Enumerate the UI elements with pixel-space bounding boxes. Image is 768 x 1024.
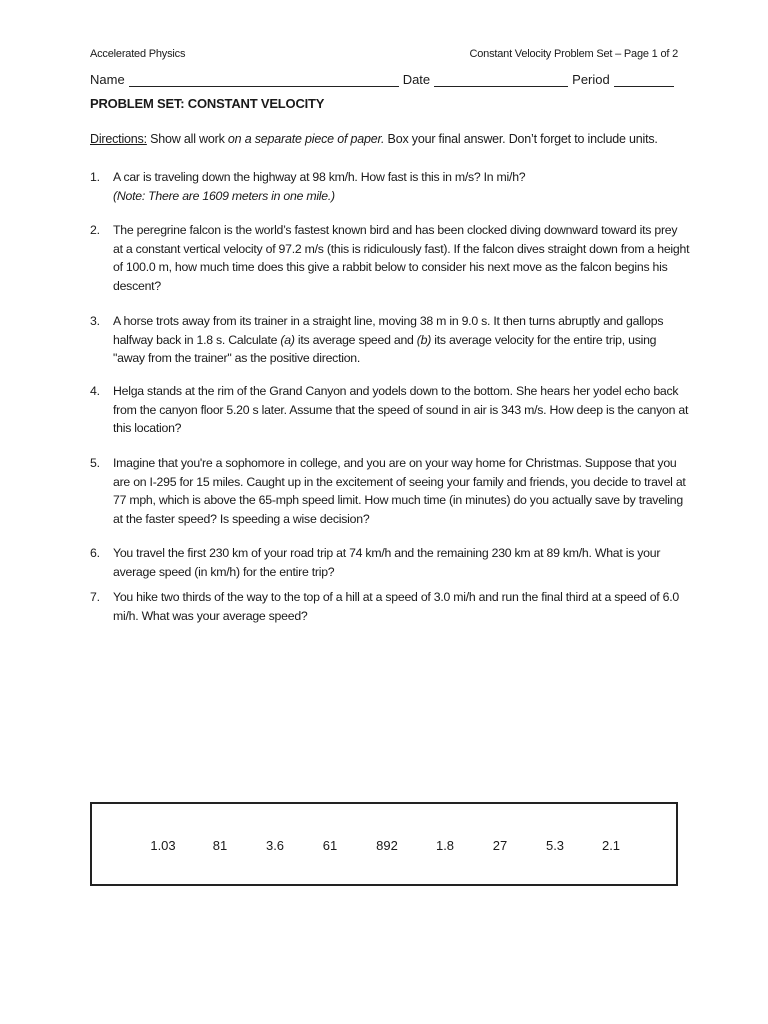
problem-7 [90,588,690,625]
answer-choice: 5.3 [545,838,565,853]
answer-choice: 1.8 [435,838,455,853]
problem-number: 1. [90,170,100,184]
problem-1 [90,168,690,205]
problem-5 [90,454,690,528]
problem-3 [90,312,690,368]
directions-text-a: Show all work [146,132,228,146]
page-header: Constant Velocity Problem Set – Page 1 of 2 [469,48,678,60]
problem-text-part: its average speed and [294,332,417,347]
directions-text-b: Box your final answer. Don’t forget to include units. [384,132,658,146]
problem-2 [90,221,690,295]
answer-choice: 1.03 [150,838,176,853]
name-field[interactable] [129,74,399,87]
problem-text: You travel the first 230 km of your road trip at 74 km/h and the remaining 230 km at 89 km/h. What is your average speed (in km/h) for the entire trip? [113,546,661,579]
problem-text: You hike two thirds of the way to the top of a hill at a speed of 3.0 mi/h and run the final third at a speed of 6.0 mi/h. What was your average speed? [113,590,679,623]
answer-choice: 3.6 [265,838,285,853]
answer-bank-box [90,802,678,886]
problem-part-b-marker: (b) [416,332,432,347]
problem-text: A car is traveling down the highway at 98 km/h. How fast is this in m/s? In mi/h? [113,170,526,184]
answer-choice: 81 [212,838,228,853]
answer-choice: 27 [492,838,508,853]
directions-text-italic: on a separate piece of paper. [227,132,385,146]
problem-text-part: A horse trots away from its trainer in a straight line, moving 38 m in 9.0 s. It then turns abruptly and gallops halfway back in 1.8 s. Calculate [113,314,664,347]
problem-number: 3. [90,314,100,328]
answer-choice: 2.1 [601,838,621,853]
page-title: PROBLEM SET: CONSTANT VELOCITY [90,96,325,111]
name-label: Name [90,72,125,87]
problem-text [113,312,690,368]
problem-text: Imagine that you're a sophomore in college, and you are on your way home for Christmas. Suppose that you are on I-295 for 15 miles. Caught up in the excitement of seeing your family and friends, you decide to travel at 77 mph, which is above the 65-mph speed limit. How much time (in minutes) do you actually save by traveling at the faster speed? Is speeding a wise decision? [113,456,686,526]
period-field[interactable] [614,74,674,87]
problem-note: (Note: There are 1609 meters in one mile.) [113,188,335,203]
problem-4 [90,382,690,438]
period-label: Period [572,72,610,87]
problem-part-a-marker: (a) [280,332,295,347]
problem-number: 6. [90,546,100,560]
answer-choice: 892 [376,838,398,853]
problem-text: Helga stands at the rim of the Grand Canyon and yodels down to the bottom. She hears her yodel echo back from the canyon floor 5.20 s later. Assume that the speed of sound in air is 343 m/s. How deep is the canyon at this location? [113,384,689,435]
problem-number: 4. [90,384,100,398]
directions-label: Directions: [90,132,147,146]
problem-number: 2. [90,223,100,237]
course-header: Accelerated Physics [90,48,186,60]
problem-6 [90,544,690,581]
name-date-period-line [90,72,680,87]
problem-text: The peregrine falcon is the world’s fastest known bird and has been clocked diving downward toward its prey at a constant vertical velocity of 97.2 m/s (this is ridiculously fast). If the falcon dives straight down from a height of 100.0 m, how much time does this give a rabbit below to consider his next move as the falcon begins his descent? [113,223,690,293]
answer-choice: 61 [322,838,338,853]
date-field[interactable] [434,74,568,87]
problem-number: 5. [90,456,100,470]
answer-bank [92,838,676,856]
problem-text-part: its average velocity for the entire trip, using "away from the trainer" as the positive direction. [113,332,657,365]
date-label: Date [402,72,431,87]
directions [90,132,658,146]
problem-number: 7. [90,590,100,604]
